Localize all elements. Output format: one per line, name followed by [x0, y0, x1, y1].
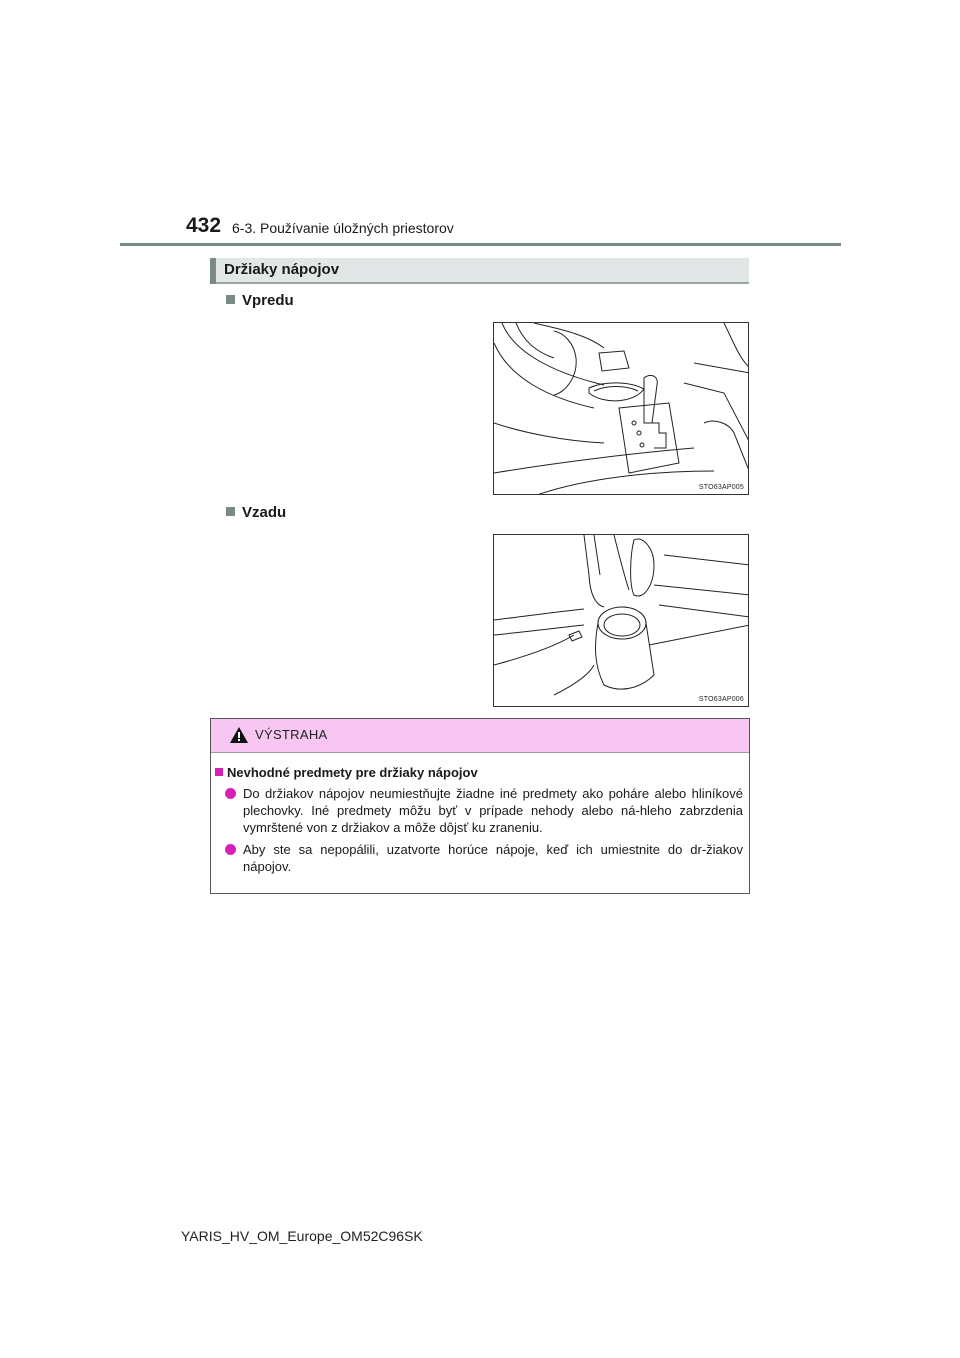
circle-bullet-icon	[225, 844, 236, 855]
page-number: 432	[186, 214, 222, 237]
rear-cupholder-illustration	[494, 535, 749, 707]
figure-front-cupholder	[493, 322, 749, 495]
square-bullet-icon	[226, 295, 235, 304]
sub-heading-front	[226, 292, 294, 309]
warning-header	[211, 719, 749, 753]
figure-code: STO63AP005	[698, 484, 744, 491]
warning-bullet-text: Aby ste sa nepopálili, uzatvorte horúce nápoje, keď ich umiestnite do dr-žiakov nápojov.	[243, 842, 743, 874]
header-rule	[120, 243, 841, 246]
front-cupholder-illustration	[494, 323, 749, 495]
warning-bullet	[225, 785, 743, 836]
figure-rear-cupholder	[493, 534, 749, 707]
sub-heading-label: Vzadu	[242, 504, 287, 521]
square-bullet-icon	[226, 507, 235, 516]
page-title: Držiaky nápojov	[224, 261, 340, 278]
warning-subheading	[215, 765, 478, 780]
warning-triangle-icon	[229, 726, 249, 744]
sub-heading-label: Vpredu	[242, 292, 294, 309]
square-bullet-icon	[215, 768, 223, 776]
warning-box	[210, 718, 750, 894]
footer-document-code: YARIS_HV_OM_Europe_OM52C96SK	[181, 1228, 423, 1244]
warning-label: VÝSTRAHA	[255, 727, 328, 742]
title-accent	[210, 258, 216, 284]
warning-subheading-text: Nevhodné predmety pre držiaky nápojov	[227, 765, 478, 780]
section-reference: 6-3. Používanie úložných priestorov	[232, 220, 454, 236]
warning-bullet-text: Do držiakov nápojov neumiestňujte žiadne iné predmety ako poháre alebo hliníkové plechovky. Iné predmety môžu byť v prípade nehody alebo ná-hleho zabrzdenia vymrštené von z držiakov a môže dôjsť ku zraneniu.	[243, 786, 743, 835]
title-bar	[210, 258, 749, 284]
figure-code: STO63AP006	[698, 696, 744, 703]
circle-bullet-icon	[225, 788, 236, 799]
sub-heading-rear	[226, 504, 286, 521]
warning-bullet	[225, 841, 743, 875]
